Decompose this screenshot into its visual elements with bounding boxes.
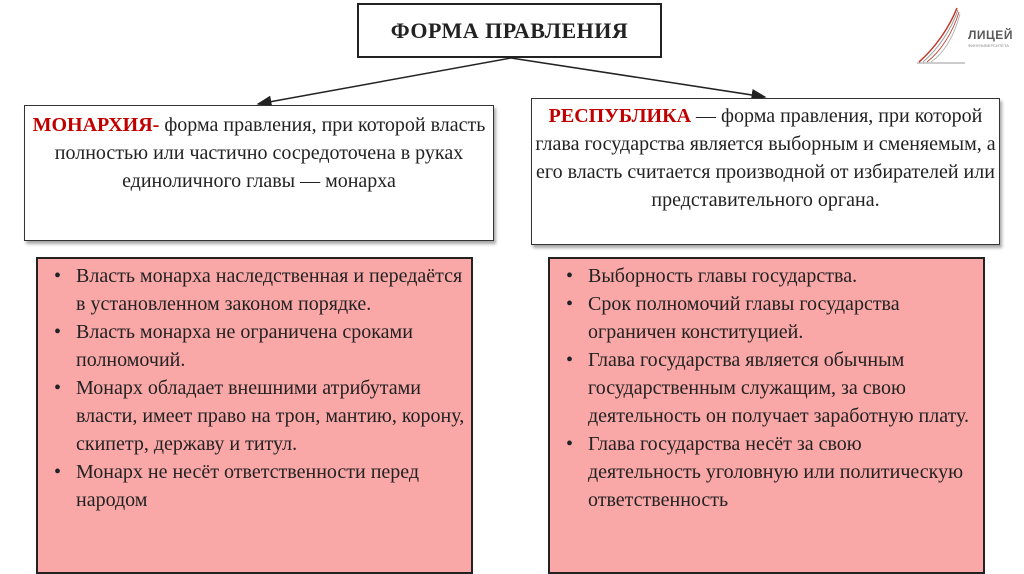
monarchy-features-box [36, 257, 473, 574]
logo-text: ЛИЦЕЙ [968, 28, 1013, 42]
list-item [52, 318, 465, 374]
feature-text: Срок полномочий главы государства ограничен конституцией. [588, 293, 900, 343]
list-item [564, 290, 977, 346]
monarchy-definition-box [24, 105, 494, 241]
bullet-icon: • [566, 433, 574, 455]
list-item [52, 458, 465, 514]
logo-subtext: ФИНУНИВЕРСИТЕТА [968, 43, 1009, 48]
monarchy-features-list [52, 262, 465, 514]
bullet-icon: • [54, 461, 62, 483]
feature-text: Глава государства является обычным государственным служащим, за свою деятельность он получает заработную плату. [588, 349, 970, 427]
bullet-icon: • [566, 349, 574, 371]
republic-definition-box [531, 98, 1000, 245]
monarchy-term: МОНАРХИЯ- [32, 114, 160, 136]
feature-text: Глава государства несёт за свою деятельность уголовную или политическую ответственность [588, 433, 964, 511]
feature-text: Монарх не несёт ответственности перед народом [76, 461, 420, 511]
feature-text: Власть монарха наследственная и передаётся в установленном законом порядке. [76, 265, 463, 315]
bullet-icon: • [566, 293, 574, 315]
bullet-icon: • [54, 377, 62, 399]
diagram-title-text: ФОРМА ПРАВЛЕНИЯ [390, 17, 629, 43]
list-item [564, 262, 977, 290]
list-item [52, 374, 465, 458]
republic-features-list [564, 262, 977, 514]
list-item [52, 262, 465, 318]
republic-term: РЕСПУБЛИКА [548, 105, 692, 127]
bullet-icon: • [566, 265, 574, 287]
list-item [564, 346, 977, 430]
feature-text: Выборность главы государства. [588, 265, 858, 287]
bullet-icon: • [54, 265, 62, 287]
republic-definition: — форма правления, при которой глава государства является выборным и сменяемым, а его власть считается производной от избирателей или представительного органа. [535, 105, 996, 211]
feature-text: Монарх обладает внешними атрибутами власти, имеет право на трон, мантию, корону, скипетр, державу и титул. [76, 377, 465, 455]
feature-text: Власть монарха не ограничена сроками полномочий. [76, 321, 413, 371]
arrow-to-monarchy [258, 58, 511, 104]
list-item [564, 430, 977, 514]
monarchy-definition: форма правления, при которой власть полностью или частично сосредоточена в руках единоличного главы — монарха [54, 114, 486, 192]
diagram-title [357, 3, 662, 58]
arrow-to-republic [511, 58, 765, 97]
bullet-icon: • [54, 321, 62, 343]
republic-features-box [548, 257, 985, 574]
